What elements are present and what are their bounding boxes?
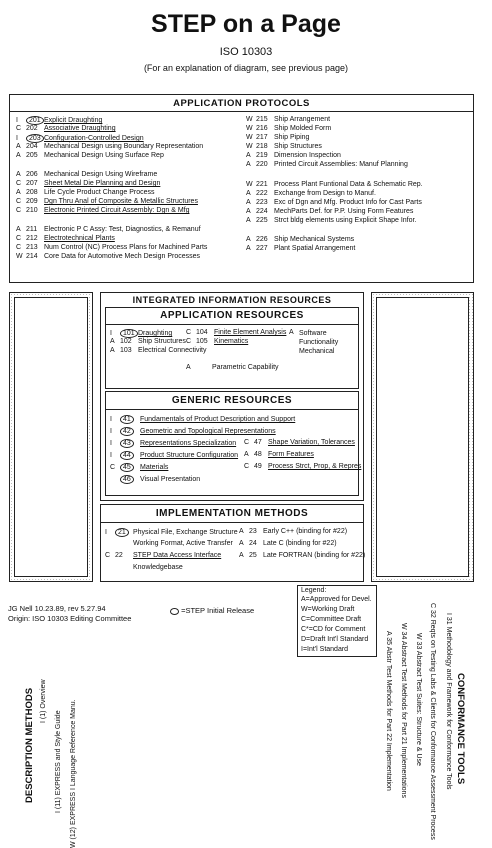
item-number bbox=[120, 475, 140, 484]
item-number-circled: 44 bbox=[120, 451, 134, 460]
list-item bbox=[186, 338, 248, 346]
item-number: 207 bbox=[26, 180, 38, 187]
list-item bbox=[246, 152, 341, 160]
list-item bbox=[110, 415, 295, 424]
item-number: 227 bbox=[256, 245, 268, 252]
initial-release-label: =STEP Initial Release bbox=[181, 606, 255, 615]
item-number-circled: 43 bbox=[120, 439, 134, 448]
status-code: A bbox=[246, 190, 251, 197]
item-label: Electronic P C Assy: Test, Diagnostics, & Remanuf bbox=[44, 226, 201, 233]
item-number: 223 bbox=[256, 199, 268, 206]
status-code: A bbox=[16, 189, 21, 196]
item-number bbox=[26, 116, 44, 125]
list-item bbox=[110, 427, 276, 436]
im-header-divider bbox=[101, 522, 363, 523]
conformance-tool-item: W 33 Abstract Test Suites: Structure & Use bbox=[415, 633, 422, 766]
status-code: C bbox=[186, 329, 192, 336]
item-label: Ship Structures bbox=[138, 338, 186, 345]
item-number-circled: 21 bbox=[115, 528, 129, 537]
legend-item: C*=CD for Comment bbox=[301, 626, 366, 633]
item-label: MechParts Def. for P.P. Using Form Features bbox=[274, 208, 414, 215]
item-label: Mechanical Design Using Surface Rep bbox=[44, 152, 164, 159]
ar-header-divider bbox=[106, 324, 358, 325]
item-number: 217 bbox=[256, 134, 268, 141]
status-code: C bbox=[16, 244, 22, 251]
list-item bbox=[16, 125, 116, 133]
legend-box bbox=[297, 585, 377, 657]
status-code: C bbox=[110, 464, 116, 471]
item-number: 215 bbox=[256, 116, 268, 123]
list-item bbox=[246, 208, 413, 216]
status-code: A bbox=[16, 152, 21, 159]
item-label: Electronic Printed Circuit Assembly: Dgn & Mfg bbox=[44, 207, 190, 214]
status-code: C bbox=[16, 198, 22, 205]
status-code: A bbox=[246, 236, 251, 243]
item-number: 221 bbox=[256, 181, 268, 188]
status-code: A bbox=[246, 161, 251, 168]
list-item bbox=[246, 161, 408, 169]
legend-item: A=Approved for Devel. bbox=[301, 596, 372, 603]
status-code: I bbox=[110, 330, 112, 337]
item-number bbox=[120, 427, 140, 436]
implementation-methods-box bbox=[100, 504, 364, 582]
item-number: 23 bbox=[249, 528, 257, 535]
application-protocols-box bbox=[9, 94, 474, 283]
list-item bbox=[16, 198, 198, 206]
item-label: Shape Variation, Tolerances bbox=[268, 439, 355, 446]
item-label: Ship Molded Form bbox=[274, 125, 332, 132]
list-item bbox=[110, 463, 168, 472]
item-label: Kinematics bbox=[214, 338, 249, 345]
footer-credit: JG Nell 10.23.89, rev 5.27.94 bbox=[8, 604, 106, 613]
status-code: I bbox=[110, 416, 112, 423]
item-number: 209 bbox=[26, 198, 38, 205]
description-methods-header: DESCRIPTION METHODS bbox=[24, 687, 35, 803]
item-number: 25 bbox=[249, 552, 257, 559]
item-number: 103 bbox=[120, 347, 132, 354]
item-label: Late FORTRAN (binding for #22) bbox=[263, 552, 366, 559]
list-item bbox=[246, 134, 309, 142]
item-number: 202 bbox=[26, 125, 38, 132]
conformance-tools-header: CONFORMANCE TOOLS bbox=[455, 673, 466, 785]
item-label: Working Format, Active Transfer bbox=[133, 540, 233, 547]
list-item bbox=[239, 540, 337, 548]
list-item bbox=[16, 235, 115, 243]
item-label: Draughting bbox=[138, 330, 173, 337]
item-number: 212 bbox=[26, 235, 38, 242]
application-protocols-header: APPLICATION PROTOCOLS bbox=[173, 98, 310, 109]
status-code: I bbox=[110, 452, 112, 459]
status-code: A bbox=[246, 152, 251, 159]
status-code: W bbox=[246, 116, 253, 123]
status-code: C bbox=[244, 439, 250, 446]
item-number-circled: 101 bbox=[120, 329, 138, 338]
item-label: Ship Arrangement bbox=[274, 116, 331, 123]
legend-item: D=Draft Int'l Standard bbox=[301, 636, 369, 643]
item-number: 48 bbox=[254, 451, 262, 458]
item-number bbox=[120, 451, 140, 460]
item-label: Parametric Capability bbox=[212, 364, 279, 371]
item-label: Ship Mechanical Systems bbox=[274, 236, 355, 243]
list-item bbox=[246, 199, 422, 207]
list-item bbox=[246, 125, 331, 133]
list-item bbox=[105, 528, 238, 537]
item-label: Fundamentals of Product Description and Support bbox=[140, 416, 296, 423]
status-code: A bbox=[110, 338, 115, 345]
list-item bbox=[16, 226, 201, 234]
status-code: C bbox=[16, 180, 22, 187]
list-item bbox=[110, 475, 200, 484]
list-item bbox=[105, 540, 233, 548]
status-code: A bbox=[16, 171, 21, 178]
page-note: (For an explanation of diagram, see previous page) bbox=[143, 63, 349, 73]
item-label: Product Structure Configuration bbox=[140, 452, 239, 459]
list-item bbox=[244, 439, 355, 447]
item-number-circled: 41 bbox=[120, 415, 134, 424]
item-number: 24 bbox=[249, 540, 257, 547]
list-item bbox=[186, 329, 286, 337]
conformance-tool-item: A 35 Abstr Test Methods for Part 22 Implementation bbox=[385, 631, 392, 791]
list-item bbox=[110, 338, 186, 346]
item-number: 47 bbox=[254, 439, 262, 446]
item-label: Knowledgebase bbox=[133, 564, 183, 571]
legend-item: W=Working Draft bbox=[301, 606, 355, 613]
status-code: A bbox=[289, 329, 294, 336]
status-code: C bbox=[244, 463, 250, 470]
item-label: Process Plant Funtional Data & Schematic Rep. bbox=[274, 181, 423, 188]
item-number: 226 bbox=[256, 236, 268, 243]
item-label: Dimension Inspection bbox=[274, 152, 341, 159]
item-label: Explicit Draughting bbox=[44, 117, 103, 124]
item-label: Electrical Connectivity bbox=[138, 347, 207, 354]
item-label: Sheet Metal Die Planning and Design bbox=[44, 180, 161, 187]
status-code: A bbox=[110, 347, 115, 354]
list-item bbox=[239, 528, 347, 536]
item-label: Early C++ (binding for #22) bbox=[263, 528, 348, 535]
status-code: W bbox=[246, 143, 253, 150]
item-number-circled: 201 bbox=[26, 116, 44, 125]
status-code: W bbox=[246, 181, 253, 188]
page-title: STEP on a Page bbox=[151, 10, 341, 38]
item-number: 222 bbox=[256, 190, 268, 197]
description-method-item: W (12) EXPRESS I Language Reference Manu. bbox=[70, 699, 77, 848]
item-label: Software Functionality Mechanical bbox=[299, 330, 339, 355]
status-code: I bbox=[110, 440, 112, 447]
list-item bbox=[16, 244, 207, 252]
legend-title: Legend: bbox=[301, 587, 327, 594]
status-code: C bbox=[16, 207, 22, 214]
item-number: 49 bbox=[254, 463, 262, 470]
status-code: W bbox=[246, 134, 253, 141]
item-number: 224 bbox=[256, 208, 268, 215]
initial-release-key bbox=[170, 606, 254, 615]
list-item bbox=[16, 116, 102, 125]
item-label: Process Strct, Prop, & Repres bbox=[268, 463, 362, 470]
list-item bbox=[110, 451, 238, 460]
item-number: 102 bbox=[120, 338, 132, 345]
item-label: Physical File, Exchange Structure bbox=[133, 529, 238, 536]
application-resources-header: APPLICATION RESOURCES bbox=[160, 310, 304, 321]
status-code: A bbox=[16, 226, 21, 233]
item-number-circled: 42 bbox=[120, 427, 134, 436]
item-number: 104 bbox=[196, 329, 208, 336]
list-item bbox=[239, 552, 365, 560]
conformance-tools-panel bbox=[376, 297, 469, 577]
status-code: A bbox=[239, 540, 244, 547]
item-label: Geometric and Topological Representations bbox=[140, 428, 276, 435]
conformance-tool-item: W 34 Abstract Test Methods for Part 21 Implementations bbox=[400, 623, 407, 798]
item-label: Materials bbox=[140, 464, 169, 471]
item-number-circled: 46 bbox=[120, 475, 134, 484]
status-code: C bbox=[105, 552, 111, 559]
item-label: Finite Element Analysis bbox=[214, 329, 287, 336]
item-label: Strct bldg elements using Explicit Shape Infor. bbox=[274, 217, 417, 224]
item-number bbox=[120, 463, 140, 472]
description-methods-panel bbox=[14, 297, 88, 577]
status-code: A bbox=[246, 208, 251, 215]
status-code: C bbox=[16, 125, 22, 132]
item-number: 208 bbox=[26, 189, 38, 196]
item-number bbox=[120, 329, 138, 338]
list-item bbox=[244, 463, 361, 471]
item-label: Electrotechnical Plants bbox=[44, 235, 115, 242]
status-code: A bbox=[246, 199, 251, 206]
item-number: 204 bbox=[26, 143, 38, 150]
item-label: STEP Data Access Interface bbox=[133, 552, 222, 559]
item-number-circled: 203 bbox=[26, 134, 44, 143]
item-label: Form Features bbox=[268, 451, 314, 458]
list-item bbox=[16, 171, 157, 179]
list-item bbox=[16, 207, 190, 215]
item-label: Exc of Dgn and Mfg. Product Info for Cast Parts bbox=[274, 199, 422, 206]
item-number: 22 bbox=[115, 552, 123, 559]
item-number-circled: 45 bbox=[120, 463, 134, 472]
status-code: A bbox=[239, 552, 244, 559]
ap-header-divider bbox=[10, 111, 473, 112]
list-item bbox=[16, 152, 164, 160]
list-item bbox=[16, 189, 155, 197]
item-label: Plant Spatial Arrangement bbox=[274, 245, 356, 252]
item-label: Core Data for Automotive Mech Design Processes bbox=[44, 253, 201, 260]
item-number: 105 bbox=[196, 338, 208, 345]
status-code: A bbox=[16, 143, 21, 150]
list-item bbox=[246, 190, 376, 198]
list-item bbox=[16, 134, 144, 143]
list-item bbox=[244, 451, 314, 459]
item-label: Dgn Thru Anal of Composite & Metallic Structures bbox=[44, 198, 198, 205]
legend-item: C=Committee Draft bbox=[301, 616, 362, 623]
item-number: 206 bbox=[26, 171, 38, 178]
item-label: Num Control (NC) Process Plans for Machined Parts bbox=[44, 244, 208, 251]
item-label: Late C (binding for #22) bbox=[263, 540, 337, 547]
status-code: I bbox=[16, 135, 18, 142]
list-item bbox=[246, 217, 416, 225]
item-number: 214 bbox=[26, 253, 38, 260]
implementation-methods-header: IMPLEMENTATION METHODS bbox=[155, 508, 309, 519]
item-number bbox=[115, 528, 133, 537]
item-label: Configuration-Controlled Design bbox=[44, 135, 144, 142]
item-label: Exchange from Design to Manuf. bbox=[274, 190, 376, 197]
item-number: 219 bbox=[256, 152, 268, 159]
status-code: I bbox=[16, 117, 18, 124]
status-code: A bbox=[186, 364, 191, 371]
list-item bbox=[105, 564, 183, 572]
list-item bbox=[246, 245, 355, 253]
item-number: 211 bbox=[26, 226, 38, 233]
list-item bbox=[110, 347, 206, 355]
item-label: Printed Circuit Assemblies: Manuf Planning bbox=[274, 161, 408, 168]
status-code: C bbox=[16, 235, 22, 242]
circle-icon bbox=[170, 608, 179, 615]
item-label: Visual Presentation bbox=[140, 476, 201, 483]
list-item bbox=[246, 181, 423, 189]
status-code: I bbox=[110, 428, 112, 435]
status-code: A bbox=[239, 528, 244, 535]
list-item bbox=[246, 236, 354, 244]
item-number: 210 bbox=[26, 207, 38, 214]
application-resources-box bbox=[105, 307, 359, 389]
item-label: Ship Structures bbox=[274, 143, 322, 150]
list-item bbox=[110, 439, 236, 448]
conformance-tool-item: I 31 Methodology and Framework for Conformance Tools bbox=[445, 613, 452, 790]
item-number bbox=[120, 415, 140, 424]
list-item bbox=[246, 116, 330, 124]
status-code: A bbox=[244, 451, 249, 458]
item-label: Associative Draughting bbox=[44, 125, 116, 132]
item-label: Representations Specialization bbox=[140, 440, 237, 447]
list-item bbox=[110, 329, 172, 338]
status-code: W bbox=[16, 253, 23, 260]
item-label: Mechanical Design using Boundary Representation bbox=[44, 143, 204, 150]
list-item bbox=[105, 552, 221, 560]
list-item bbox=[246, 143, 322, 151]
item-label: Life Cycle Product Change Process bbox=[44, 189, 155, 196]
list-item bbox=[16, 180, 160, 188]
status-code: A bbox=[246, 245, 251, 252]
list-item bbox=[289, 329, 357, 356]
conformance-tools-box bbox=[371, 292, 474, 840]
footer-origin: Origin: ISO 10303 Editing Committee bbox=[8, 614, 132, 623]
gr-header-divider bbox=[106, 409, 358, 410]
integrated-information-resources-box bbox=[100, 292, 364, 501]
item-number: 205 bbox=[26, 152, 38, 159]
item-number: 216 bbox=[256, 125, 268, 132]
list-item bbox=[16, 253, 200, 261]
item-number bbox=[120, 439, 140, 448]
list-item bbox=[186, 364, 279, 372]
page-subtitle: ISO 10303 bbox=[219, 46, 273, 58]
description-method-item: I (11) EXPRESS and Style Guide bbox=[55, 710, 62, 813]
item-label: Mechanical Design Using Wireframe bbox=[44, 171, 158, 178]
status-code: I bbox=[105, 529, 107, 536]
item-number bbox=[26, 134, 44, 143]
iir-header: INTEGRATED INFORMATION RESOURCES bbox=[132, 295, 332, 305]
legend-item: I=Int'l Standard bbox=[301, 646, 349, 653]
item-label: Ship Piping bbox=[274, 134, 310, 141]
item-number: 213 bbox=[26, 244, 38, 251]
item-number: 218 bbox=[256, 143, 268, 150]
status-code: A bbox=[246, 217, 251, 224]
conformance-tool-item: C 32 Reqts on Testing Labs & Clients for Conformance Assessment Process bbox=[429, 603, 436, 840]
generic-resources-header: GENERIC RESOURCES bbox=[171, 395, 293, 406]
item-number: 220 bbox=[256, 161, 268, 168]
generic-resources-box bbox=[105, 391, 362, 496]
status-code: C bbox=[186, 338, 192, 345]
description-method-item: I (1) Overview bbox=[40, 679, 47, 723]
item-number: 225 bbox=[256, 217, 268, 224]
list-item bbox=[16, 143, 203, 151]
status-code: W bbox=[246, 125, 253, 132]
